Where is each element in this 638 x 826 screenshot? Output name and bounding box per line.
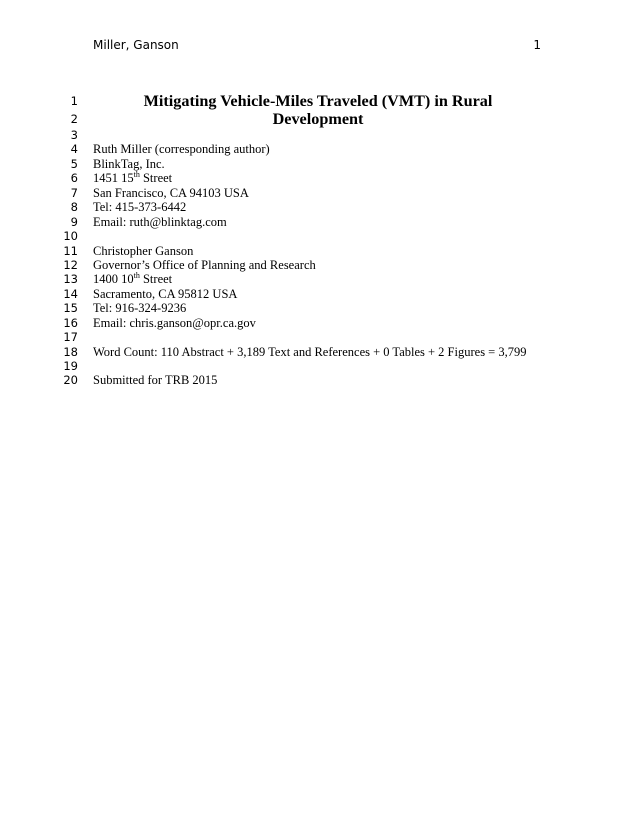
manuscript-line	[0, 301, 638, 315]
line-number: 9	[70, 214, 78, 229]
author-name: Christopher Ganson	[93, 243, 194, 258]
line-number: 6	[70, 171, 78, 186]
author-phone: Tel: 415-373-6442	[93, 200, 187, 215]
line-number: 16	[63, 315, 78, 330]
author-name: Ruth Miller (corresponding author)	[93, 142, 270, 157]
line-number: 18	[63, 344, 78, 359]
author-email: Email: ruth@blinktag.com	[93, 214, 227, 229]
author-street-address: 1451 15th Street	[93, 170, 173, 186]
manuscript-line	[0, 244, 638, 258]
line-number: 1	[70, 94, 78, 108]
manuscript-line	[0, 373, 638, 387]
line-number: 19	[63, 359, 78, 373]
title-page-body	[0, 92, 638, 388]
author-email: Email: chris.ganson@opr.ca.gov	[93, 315, 256, 330]
line-number: 8	[70, 200, 78, 215]
ordinal-superscript: th	[133, 271, 140, 281]
manuscript-line	[0, 272, 638, 286]
author-phone: Tel: 916-324-9236	[93, 301, 187, 316]
author-affiliation: BlinkTag, Inc.	[93, 156, 165, 171]
manuscript-line	[0, 186, 638, 200]
manuscript-line	[0, 110, 638, 128]
line-number: 7	[70, 185, 78, 200]
page-number: 1	[533, 38, 541, 52]
running-header	[93, 38, 541, 54]
author-city: Sacramento, CA 95812 USA	[93, 286, 238, 301]
manuscript-line	[0, 345, 638, 359]
line-number: 20	[63, 373, 78, 388]
manuscript-line	[0, 92, 638, 110]
line-number: 12	[63, 257, 78, 272]
line-number: 2	[70, 112, 78, 126]
submission-note: Submitted for TRB 2015	[93, 373, 218, 388]
author-affiliation: Governor’s Office of Planning and Research	[93, 257, 316, 272]
manuscript-line	[0, 330, 638, 344]
manuscript-line	[0, 287, 638, 301]
manuscript-line	[0, 171, 638, 185]
line-number: 15	[63, 301, 78, 316]
line-number: 14	[63, 286, 78, 301]
manuscript-line	[0, 229, 638, 243]
manuscript-line	[0, 215, 638, 229]
author-city: San Francisco, CA 94103 USA	[93, 185, 249, 200]
author-street-address: 1400 10th Street	[93, 271, 173, 287]
line-number: 4	[70, 142, 78, 157]
header-authors: Miller, Ganson	[93, 38, 179, 52]
word-count: Word Count: 110 Abstract + 3,189 Text and References + 0 Tables + 2 Figures = 3,799	[93, 344, 527, 359]
line-number: 13	[63, 272, 78, 287]
manuscript-line	[0, 200, 638, 214]
manuscript-line	[0, 157, 638, 171]
line-number: 17	[63, 330, 78, 345]
paper-title-line: Mitigating Vehicle-Miles Traveled (VMT) in Rural	[143, 92, 493, 110]
manuscript-line	[0, 359, 638, 373]
manuscript-line	[0, 128, 638, 142]
line-number: 3	[70, 128, 78, 142]
line-number: 11	[63, 243, 78, 258]
paper-title-line: Development	[272, 110, 364, 128]
line-number: 10	[63, 229, 78, 244]
line-number: 5	[70, 156, 78, 171]
manuscript-line	[0, 142, 638, 156]
manuscript-line	[0, 316, 638, 330]
ordinal-superscript: th	[133, 170, 140, 180]
manuscript-line	[0, 258, 638, 272]
